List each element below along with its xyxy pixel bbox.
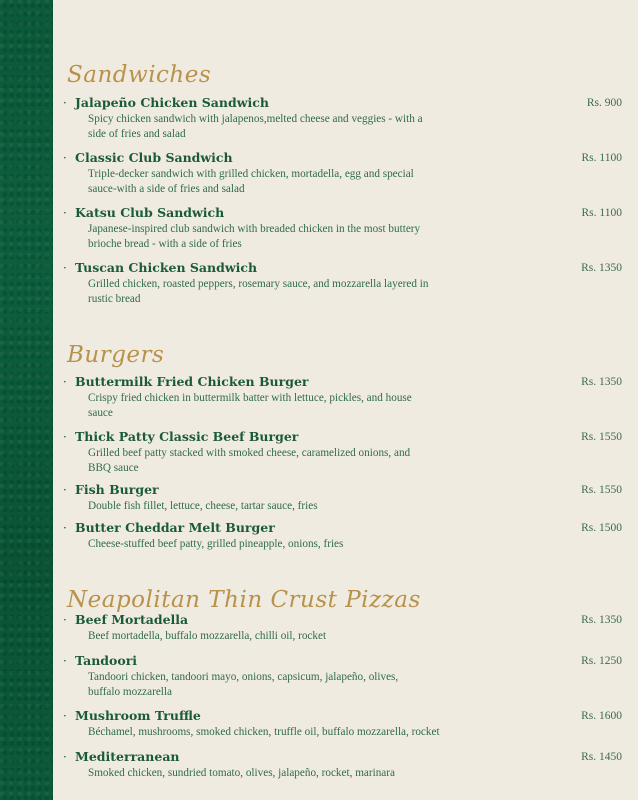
item-description: Crispy fried chicken in buttermilk batter with lettuce, pickles, and house sauce <box>88 392 412 419</box>
bullet-icon: · <box>63 375 67 389</box>
item-name: Classic Club Sandwich <box>75 150 233 165</box>
section-title: Sandwiches <box>67 62 212 88</box>
item-description: Spicy chicken sandwich with jalapenos,melted cheese and veggies - with a side of fries and salad <box>88 113 423 140</box>
section-title: Burgers <box>67 342 165 368</box>
item-description: Béchamel, mushrooms, smoked chicken, truffle oil, buffalo mozzarella, rocket <box>88 726 440 738</box>
bullet-icon: · <box>63 430 67 444</box>
item-description: Grilled beef patty stacked with smoked cheese, caramelized onions, and BBQ sauce <box>88 447 411 474</box>
item-name: Beef Mortadella <box>75 612 189 627</box>
item-description: Triple-decker sandwich with grilled chicken, mortadella, egg and special sauce-with a side of fries and salad <box>88 168 414 195</box>
item-name: Fish Burger <box>75 482 159 497</box>
bullet-icon: · <box>63 654 67 668</box>
green-side-panel <box>0 0 53 800</box>
section-title: Neapolitan Thin Crust Pizzas <box>67 587 421 613</box>
item-name: Thick Patty Classic Beef Burger <box>75 429 299 444</box>
item-price: Rs. 1450 <box>581 751 622 763</box>
item-name: Jalapeño Chicken Sandwich <box>75 95 269 110</box>
item-description: Grilled chicken, roasted peppers, rosemary sauce, and mozzarella layered in rustic bread <box>88 278 429 305</box>
item-name: Buttermilk Fried Chicken Burger <box>75 374 309 389</box>
item-name: Katsu Club Sandwich <box>75 205 225 220</box>
item-description: Beef mortadella, buffalo mozzarella, chilli oil, rocket <box>88 630 327 642</box>
item-name: Tuscan Chicken Sandwich <box>75 260 258 275</box>
item-description: Cheese-stuffed beef patty, grilled pineapple, onions, fries <box>88 538 344 550</box>
item-price: Rs. 1100 <box>581 152 622 164</box>
item-price: Rs. 1100 <box>581 207 622 219</box>
item-name: Mushroom Truffle <box>75 708 201 723</box>
item-price: Rs. 1350 <box>581 614 622 626</box>
bullet-icon: · <box>63 750 67 764</box>
item-description: Tandoori chicken, tandoori mayo, onions, capsicum, jalapeño, olives, buffalo mozzarella <box>88 671 399 698</box>
item-price: Rs. 1350 <box>581 262 622 274</box>
item-description: Double fish fillet, lettuce, cheese, tartar sauce, fries <box>88 500 318 512</box>
item-price: Rs. 900 <box>586 97 622 109</box>
item-price: Rs. 1350 <box>581 376 622 388</box>
bullet-icon: · <box>63 483 67 497</box>
section-pizzas <box>63 585 633 779</box>
bullet-icon: · <box>63 151 67 165</box>
item-price: Rs. 1600 <box>581 710 622 722</box>
bullet-icon: · <box>63 709 67 723</box>
item-price: Rs. 1550 <box>581 431 622 443</box>
bullet-icon: · <box>63 521 67 535</box>
bullet-icon: · <box>63 261 67 275</box>
section-burgers <box>63 340 633 550</box>
bullet-icon: · <box>63 206 67 220</box>
item-name: Mediterranean <box>75 749 180 764</box>
bullet-icon: · <box>63 613 67 627</box>
item-price: Rs. 1500 <box>581 522 622 534</box>
section-sandwiches <box>63 60 633 305</box>
bullet-icon: · <box>63 96 67 110</box>
item-price: Rs. 1250 <box>581 655 622 667</box>
item-description: Japanese-inspired club sandwich with breaded chicken in the most buttery brioche bread - with a side of fries <box>88 223 421 250</box>
item-name: Tandoori <box>75 653 138 668</box>
item-price: Rs. 1550 <box>581 484 622 496</box>
item-description: Smoked chicken, sundried tomato, olives, jalapeño, rocket, marinara <box>88 767 395 779</box>
item-name: Butter Cheddar Melt Burger <box>75 520 275 535</box>
